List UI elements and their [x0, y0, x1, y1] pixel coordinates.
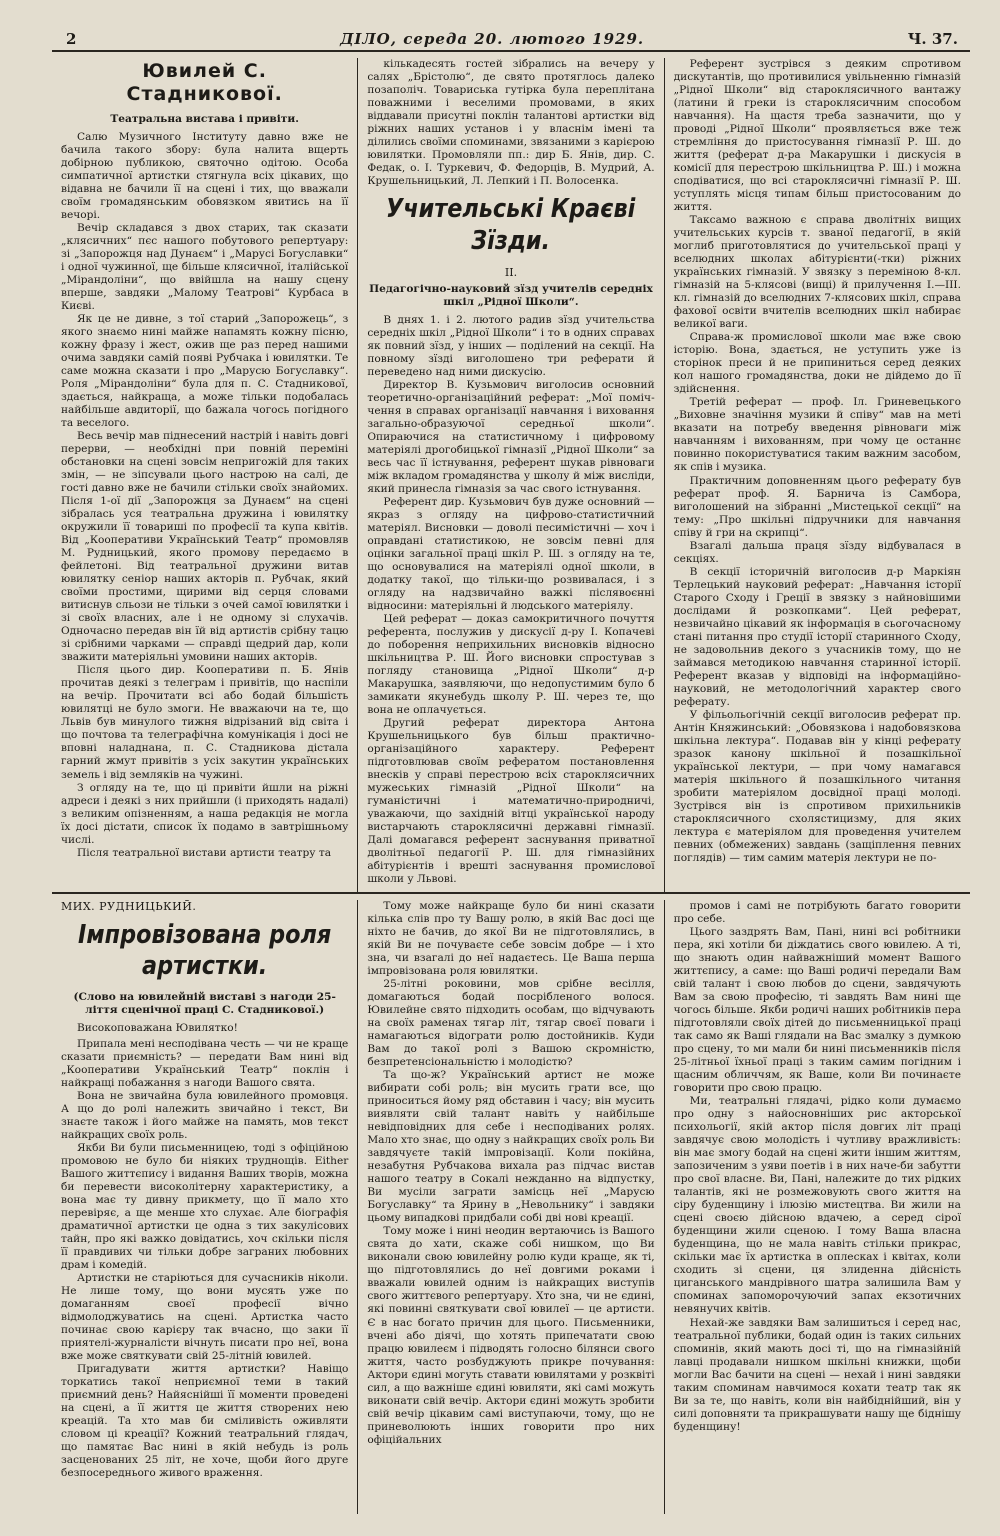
paragraph: Директор В. Кузьмович виголосив основний теоретично-організаційний реферат: „Мої поміччення в справах організації навчання і виховання загально-образуючої середньої школи“. Опираючися на статистичному і цифровому матеріялі дрогобицької гімназії „Рідної Школи“ за весь час її істнування, референт шукав рівноваги між вкладом громадянства у школу й між висліди, який принесла гімназія за час свого істнування. [367, 378, 655, 495]
paragraph: промов і самі не потрібують багато говорити про себе. [673, 900, 961, 926]
paragraph: Припала мені несподівана честь — чи не краще сказати приємність? — передати Вам нині від „Кооперативи Український Театр“ поклін і найкращі побажання з нагоди Вашого свята. [61, 1037, 349, 1089]
column-1 [52, 58, 357, 892]
paragraph: Пригадувати життя артистки? Навіщо торкатись такої неприємної теми в такий приємний день? Найяснійші її моменти проведені на сцені, а її життя це життя створених нею креацій. Та хто мав би сміливість оживляти словом ці креації? Кожний театральний глядач, що памятає Вас нині в якій небудь із роль засценованих 25 літ, не хоче, щоби його друге безпосереднього живого враження. [61, 1362, 349, 1480]
article-subtitle-improvised-role: (Слово на ювилейній виставі з нагоди 25-ліття сценічної праці С. Стадникової.) [73, 991, 336, 1017]
paragraph: Тому може і нині неодин вертаючись із Вашого свята до хати, скаже собі нишком, що Ви виконали свою ювилейну ролю куди краще, як ті, що підготовлялись до неї довгими роками і вважали ювилей одним із найкращих виступів свого життєвого репертуару. Хто зна, чи не єдині, які повинні святкувати свої ювилеї — це артисти. Є в нас богато причин для цього. Письменники, вчені або діячі, що хотять припечатати свою працю ювилеєм і підводять голосно білянси свого життя, часто розбуджують прикре почування: Актори єдині могуть ставати ювилятами у розквіті сил, а що важніше єдині ювиляти, які самі можуть виконати свій вечір. Актори єдині можуть зробити свій вечір цікавим самі виступаючи, тому, що не приневолюють інших говорити про них офіційальних [367, 1225, 655, 1446]
column-4 [52, 900, 357, 1514]
paragraph: Другий реферат директора Антона Крушельницького був більш практично-організаційного характеру. Референт підготовлював своїм рефератом постановлення внесків у справі перестрою всіх староклясичних мужеських гімназій „Рідної Школи“ на гуманістичні і математично-природничі, уважаючи, що західній вітці української народу вистарчають староклясичні державні гімназії. Далі домагався референт заснування приватної дволітньої педагогії Р. Ш. для гімназійних абітурієнтів і врешті заснування промислової школи у Львові. [367, 717, 655, 886]
paragraph: Артистки не старіються для сучасників ніколи. Не лише тому, що вони мусять уже по домаганням своєї професії вічно відмолоджуватись на сцені. Артистка часто починає свою карієру так вчасно, що заки її приятелі-журналісти вічнуть писати про неї, вона вже може святкувати свій 25-літній ювилей. [61, 1271, 349, 1362]
paragraph: Вона не звичайна була ювилейного промовця. А що до ролі належить звичайно і текст, Ви знаєте також і його майже на память, мов текст найкращих своїх роль. [61, 1089, 349, 1141]
masthead [52, 30, 970, 52]
paragraph: 25-літні роковини, мов срібне весілля, домагаються бодай посрібленого волося. Ювилейне свято підходить особам, що відчувають на своїх раменах тягар літ, тягар своєї поваги і намагаються відограти ролю достойників. Куди Вам до такої ролі з Вашою скромністю, безпретенсіональністю і молодістю? [367, 978, 655, 1069]
paragraph: Весь вечір мав піднесений настрій і навіть довгі перерви, — необхідні при повній переміні обстановки на сцені зовсім непригожій для таких змін, — не зіпсували цього настрою на салі, де гості давно вже не бачили стільки своїх знайомих. Після 1-ої дії „Запорожця за Дунаєм“ на сцені зібралась уся театральна дружина і ювилятку окружили її товариші по професії та купа квітів. Від „Кооперативи Український Театр“ промовляв М. Рудницький, якого промову передаємо в фейлетоні. Від театральної дружини витав ювилятку сеніор наших акторів п. Рубчак, який своїми простими, щирими від серця словами витиснув сльози не тільки з очей самої ювилятки і зі своїх власних, але і не одному зі слухачів. Одночасно передав він їй від артистів срібну тацю зі срібними чарками — справді щедрий дар, коли зважити матеріяльні умовини наших акторів. [61, 430, 349, 664]
paragraph: Референт зустрівся з деяким спротивом дискутантів, що противилися увільненню гімназій „Рідної Школи“ від староклясичного вантажу (латини й греки із староклясичним способом навчання). На щастя треба зазначити, що у проводі „Рідної Школи“ проявляється вже теж стремління до пристосування гімназії Р. Ш. до життя (реферат д-ра Макарушки і дискусія в комісії для перестрою шкільництва Р. Ш.) і можна сподіватися, що всі староклясичні гімназії Р. Ш. уступлять місця типам більш пристосованим до життя. [673, 58, 961, 214]
issue-number: Ч. 37. [907, 30, 958, 48]
greeting: Високоповажана Ювилятко! [77, 1022, 238, 1035]
paragraph: Справа-ж промислової школи має вже свою історію. Вона, здається, не уступить уже із сторінок преси й не припиниться серед деяких кол нашого громадянства, доки не дійдемо до її здійснення. [673, 331, 961, 396]
column-5 [357, 900, 663, 1514]
paragraph: Нехай-же завдяки Вам залишиться і серед нас, театральної публики, бодай один із таких сильних споминів, який мають досі ті, що на гімназійній лавці продавали нишком шкільні книжки, щоби могли Вас бачити на сцені — нехай і нині завдяки таким споминам навчимося кохати театр так як Ви за те, що навіть, коли він найбіднійший, він у силі доповняти та прикрашувати нашу ще біднішу буденщину! [673, 1316, 961, 1433]
paragraph: Практичним доповненням цього реферату був реферат проф. Я. Барнича із Самбора, виголошений на зібранні „Мистецької секції“ на тему: „Про шкільні підручники для навчання співу й гри на скрипці“. [673, 474, 961, 539]
paragraph: Після цього дир. Кооперативи п. Б. Янів прочитав деякі з телеграм і привітів, що наспіли на вечір. Прочитати всі або бодай більшість ювилятці не було змоги. Не вважаючи на те, що Львів був минулого тижня відрізаний від світа і що почтова та телеграфічна комунікація і досі не вповні наладнана, п. С. Стадникова дістала гарний жмут привітів з усіх закутин українських земель і від земляків на чужині. [61, 664, 349, 781]
paragraph: Цей реферат — доказ самокритичного почуття референта, послужив у дискусії д-ру І. Копачеві до поборення неприхильних висновків відносно шкільництва Р. Ш. Його висновки спростував з погляду становища „Рідної Школи“ д-р Макарушка, заявляючи, що недопустимим було б замикати якунебудь школу Р. Ш. через те, що вона не оплачується. [367, 613, 655, 717]
article-title-jubilee: Ювилей С. Стадникової. [126, 60, 283, 106]
paragraph: Тому може найкраще було би нині сказати кілька слів про ту Вашу ролю, в якій Вас досі ще ніхто не бачив, до якої Ви не підготовлялись, в якій Ви не почуваєте себе зовсім добре — і хто зна, чи взагалі до неї надаєтесь. Це Ваша перша імпровізована роля ювилятки. [367, 900, 655, 978]
paragraph: Третій реферат — проф. Іл. Гриневецького „Виховне значіння музики й співу“ мав на меті вказати на потребу введення рівноваги між навчанням і вихованням, при чому це останнє повинно покористуватися таким важним засобом, як спів і музика. [673, 396, 961, 474]
article-subtitle-jubilee: Театральна вистава і привіти. [110, 112, 299, 125]
paragraph: Салю Музичного Інституту давно вже не бачила такого збору: була налита вщерть добірною публикою, святочно одітою. Особа симпатичної артистки стягнула всіх цікавих, що відавна не бачили її на сцені і тих, що вважали своїм громадянським обовязком явитись на її вечорі. [61, 130, 349, 221]
bottom-section [52, 894, 970, 1514]
paragraph: Референт дир. Кузьмович був дуже основний — якраз з огляду на цифрово-статистичний матеріял. Висновки — доволі песимістичні — хоч і оправдані статистикою, не зовсім певні для оцінки загальної праці шкіл Р. Ш. з огляду на те, що основувалися на матеріялі одної школи, в додатку такої, що тільки-що розвивалася, і з огляду на надзвичайно важкі післявоєнні відносини: матеріяльні й людського матеріялу. [367, 495, 655, 612]
paragraph: Після театральної вистави артисти театру та [77, 846, 332, 859]
column-6 [664, 900, 970, 1514]
paragraph: кількадесять гостей зібрались на вечеру у салях „Брістолю“, де свято протяглось далеко позаполіч. Товариська гутірка була переплітана поважними і веселими промовами, в яких віддавали присутні поклін талантові артистки від ріжних наших установ і у власнім імені та ділились своїми споминами, звязаними з карієрою ювилятки. Промовляли пп.: дир Б. Янів, дир. С. Федак, о. І. Туркевич, Ф. Федорців, В. Мудрий, А. Крушельницький, Л. Лепкий і П. Волосенка. [367, 58, 655, 188]
paragraph: Таксамо важною є справа дволітніх вищих учительських курсів т. званої педагогії, в якій моглиб приготовлятися до учительської праці у вселюдних школах абітурієнти(-тки) ріжних українських гімназій. У звязку з переміною 8-кл. гімназій на 5-клясові (вищі) й прилучення І.—ІІІ. кл. гімназій до вселюдних 7-клясових шкіл, справа фахової освіти вчителів вселюдних шкіл набирає великої ваги. [673, 214, 961, 331]
paragraph: В секції історичній виголосив д-р Маркіян Терлецький науковий реферат: „Навчання історії Старого Сходу і Греції в звязку з найновішими дослідами й розкопками“. Цей реферат, незвичайно цікавий як інформація в сьогочасному стані питання про студії історії старинного Сходу, не задовольнив декого з учасників тому, що не займався методикою навчання старинної історії. Референт вказав у відповіді на інформаційно-науковий, не методологічний характер свого реферату. [673, 565, 961, 708]
article-subtitle-congress: Педагогічно-науковий зїзд учителів середніх шкіл „Рідної Школи“. [369, 282, 653, 308]
paragraph: Як це не дивне, з тої старий „Запорожець“, з якого знаємо нині майже напамять кожну пісню, кожну фразу і жест, ожив ще раз перед нашими очима завдяки самій появі Рубчака і ювилятки. Те саме можна сказати і про „Марусю Богуславку“. Роля „Мірандоліни“ була для п. С. Стадникової, здається, найкраща, а може тільки подобалась найбільше авдиторії, що бажала чогось погідного та веселого. [61, 312, 349, 430]
top-section [52, 58, 970, 894]
paragraph: В днях 1. і 2. лютого радив зїзд учительства середніх шкіл „Рідної Школи“ і то в одних справах як повний зїзд, у інших — поділений на секції. На повному зїзді виголошено три реферати й переведено над ними дискусію. [367, 313, 655, 378]
paragraph: У фільольогічній секції виголосив реферат пр. Антін Княжинський: „Обовязкова і надобовязкова шкільна лектура“. Подавав він у кінці реферату зразок канону шкільної й позашкільної української лектури, — при чому намагався матерія шкільного й позашкільного читання зробити матеріялом досвідної праці молоді. Зустрівся він із спротивом прихильників староклясичного схолястицизму, для яких лектура є матеріялом для проведення учителем певних (обмежених) завдань (защіплення певних поглядів) — тим самим матерія лектури не по- [673, 708, 961, 864]
paragraph: Якби Ви були письменницею, тоді з офіційною промовою не було би ніяких труднощів. Either Вашого життєпису і видання Ваших творів, можна би перевести високолітерну характеристику, а вона має ту дивну прикмету, що її мало хто перевіряє, а ще менше хто слухає. Але біографія драматичної артистки це одна з тих закулісових тайн, про які важко довідатись, хоч скільки після її правдивих чи тільки добре заграних любовних драм і комедій. [61, 1141, 349, 1271]
paragraph: Цього заздрять Вам, Пані, нині всі робітники пера, які хотіли би діждатись свого ювилею. А ті, що знають один найважніший момент Вашого життєпису, а саме: що Ваші родичі передали Вам свій талант і свою любов до сцени, завдячують Вам за свою професію, ті завдять Вам нині ще чогось більше. Якби родичі наших робітників пера підготовляли своїх дітей до письменницької праці так само як Ваші глядали на Вас змалку з думкою про сцену, то ми мали би нині письменників після 25-літньої їхньої праці з таким самим погідним і щасним обличчям, як Ваше, коли Ви починаєте говорити про свою працю. [673, 926, 961, 1095]
article-title-teachers-congress: Учительські Краєві Зїзди. [386, 194, 636, 257]
paragraph: Та що-ж? Український артист не може вибирати собі роль; він мусить грати все, що приноситься йому ряд обставин і часу; він мусить виявляти свій талант навіть у найбільше невідповідних для себе і несподіваних ролях. Мало хто знає, що одну з найкращих своїх роль Ви завдячуєте такій імпровізації. Коли покійна, незабутня Рубчакова вихала раз підчас вистав нашого театру в Сокалі нежданно на відпустку, Ви мусіли заграти замісць неї „Марусю Богуславку“ та Ярину в „Невольнику“ і завдяки цьому випадкові придбали собі дві нові креації. [367, 1069, 655, 1225]
column-3 [664, 58, 970, 892]
paragraph: Взагалі дальша праця зїзду відбувалася в секціях. [673, 539, 961, 565]
masthead-title-date: ДІЛО, середа 20. лютого 1929. [340, 30, 645, 48]
paragraph: Вечір складався з двох старих, так сказати „клясичних“ пєс нашого побутового репертуару: зі „Запорожця над Дунаєм“ і „Марусі Богуславки“ і одної чужинної, ще більше клясичної, італійської „Мірандоліни“, що ввійшла на нашу сцену вперше, завдяки „Малому Театрові“ Курбаса в Києві. [61, 221, 349, 312]
author-byline: МИХ. РУДНИЦЬКИЙ. [61, 900, 197, 913]
page-number: 2 [66, 30, 77, 48]
paragraph: З огляду на те, що ці привіти йшли на ріжні адреси і деякі з них прийшли (і приходять надалі) з великим опізненням, а наша редакція не могла їх досі дістати, список їх подамо в завтрішньому числі. [61, 781, 349, 846]
paragraph: Ми, театральні глядачі, рідко коли думаємо про одну з найосновніших рис акторської психольогії, якій актор після довгих літ праці завдячує свою молодість і чутливу вражливість: він має змогу бодай на сцені жити іншим життям, запозиченим з уяви поетів і в них наче-би забутти про свої власне. Ви, Пані, належите до тих рідких талантів, які не розмежовують свого життя на сіру буденщину і ілюзію мистецтва. Ви жили на сцені своєю дійсною вдачею, а серед сірої буденщини жили сценою. І тому Ваша власна буденщина, що не мала навіть стільки прикрас, скільки має їх артистка в оплесках і квітах, коли сходить зі сцени, ця злиденна дійсність циганського мандрівного шатра залишила Вам у споминах запоморочуючий запах екзотичних невянучих квітів. [673, 1095, 961, 1316]
article-title-improvised-role: Імпровізована роля артистки. [78, 919, 332, 982]
section-numeral: II. [504, 266, 518, 280]
column-2 [357, 58, 663, 892]
